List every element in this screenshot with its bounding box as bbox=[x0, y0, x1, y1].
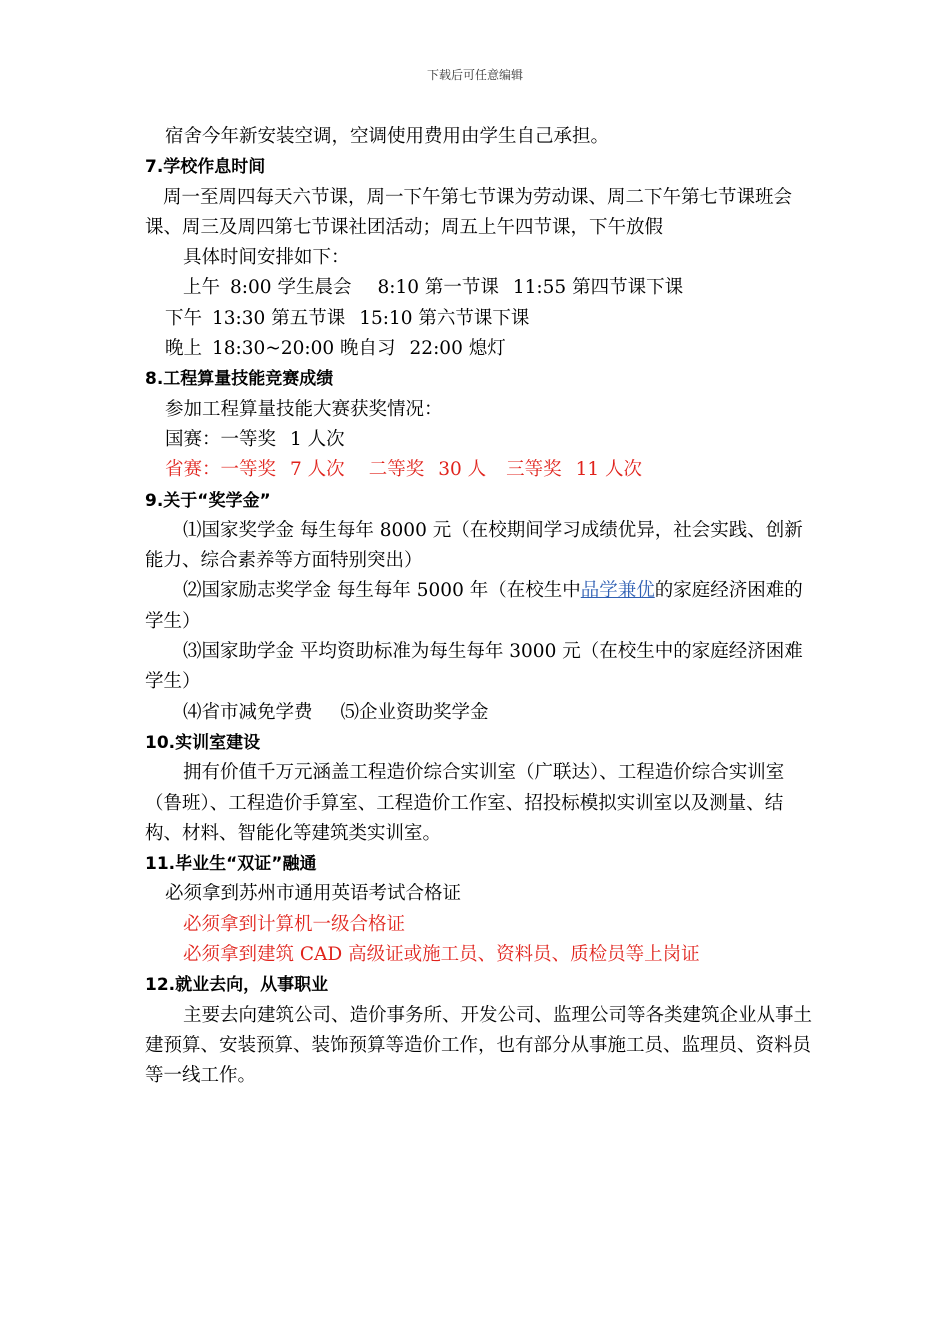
provincial-count-2: 30 人 bbox=[438, 459, 487, 481]
afternoon-item-1: 13:30 第五节课 bbox=[212, 307, 346, 329]
section-10-heading: 10.实训室建设 bbox=[145, 732, 261, 753]
scholarship-item-1: ⑴国家奖学金 每生每年 8000 元（在校期间学习成绩优异，社会实践、创新能力、综合素养等方面特别突出） bbox=[145, 519, 803, 572]
provincial-count-1: 7 人次 bbox=[290, 459, 345, 481]
certificate-computer: 必须拿到计算机一级合格证 bbox=[183, 913, 406, 935]
schedule-afternoon bbox=[145, 304, 815, 334]
scholarship-item-2-tail: 的家庭经济困难的学生） bbox=[145, 580, 803, 632]
section-11-heading: 11.毕业生“双证”融通 bbox=[145, 854, 317, 875]
provincial-label: 省赛： bbox=[165, 459, 221, 481]
national-count: 1 人次 bbox=[290, 428, 345, 450]
national-label: 国赛： bbox=[165, 428, 221, 450]
provincial-prize-2: 二等奖 bbox=[368, 459, 425, 481]
provincial-prize-1: 一等奖 bbox=[220, 459, 277, 481]
scholarship-item-5: ⑸企业资助奖学金 bbox=[340, 701, 489, 723]
training-room-paragraph: 拥有价值千万元涵盖工程造价综合实训室（广联达）、工程造价综合实训室（鲁班）、工程造价手算室、工程造价工作室、招投标模拟实训室以及测量、结构、材料、智能化等建筑类实训室。 bbox=[145, 762, 785, 844]
morning-item-1: 8:00 学生晨会 bbox=[230, 277, 352, 299]
scholarship-item-2 bbox=[145, 576, 815, 637]
scholarship-item-2-link[interactable]: 品学兼优 bbox=[580, 580, 655, 602]
section-8-heading: 8.工程算量技能竞赛成绩 bbox=[145, 369, 334, 390]
national-result bbox=[145, 425, 815, 455]
section-12-heading: 12.就业去向，从事职业 bbox=[145, 975, 329, 996]
schedule-morning bbox=[145, 273, 815, 303]
evening-item-2: 22:00 熄灯 bbox=[409, 338, 506, 360]
section-9-heading: 9.关于“奖学金” bbox=[145, 490, 271, 511]
schedule-intro: 周一至周四每天六节课，周一下午第七节课为劳动课、周二下午第七节课班会课、周三及周四第七节课社团活动；周五上午四节课，下午放假 bbox=[145, 186, 793, 238]
evening-label: 晚上 bbox=[165, 338, 203, 360]
page-header: 下载后可任意编辑 bbox=[426, 68, 523, 82]
morning-item-3: 11:55 第四节课下课 bbox=[512, 277, 684, 299]
certificate-english: 必须拿到苏州市通用英语考试合格证 bbox=[165, 883, 462, 905]
document-body bbox=[145, 122, 815, 1092]
afternoon-label: 下午 bbox=[165, 307, 203, 329]
schedule-detail-label: 具体时间安排如下： bbox=[183, 247, 350, 269]
section-7-heading: 7.学校作息时间 bbox=[145, 157, 266, 178]
aircon-paragraph: 宿舍今年新安装空调，空调使用费用由学生自己承担。 bbox=[165, 126, 610, 147]
employment-paragraph: 主要去向建筑公司、造价事务所、开发公司、监理公司等各类建筑企业从事土建预算、安装预算、装饰预算等造价工作，也有部分从事施工员、监理员、资料员等一线工作。 bbox=[145, 1004, 813, 1087]
afternoon-item-2: 15:10 第六节课下课 bbox=[359, 307, 530, 329]
national-prize: 一等奖 bbox=[220, 428, 277, 450]
competition-intro: 参加工程算量技能大赛获奖情况： bbox=[165, 398, 443, 420]
provincial-result bbox=[145, 455, 815, 485]
certificate-cad: 必须拿到建筑 CAD 高级证或施工员、资料员、质检员等上岗证 bbox=[183, 944, 700, 966]
provincial-prize-3: 三等奖 bbox=[506, 459, 562, 481]
scholarship-item-4: ⑷省市减免学费 bbox=[183, 701, 313, 723]
scholarship-item-2-text: ⑵国家励志奖学金 每生每年 5000 年（在校生中 bbox=[183, 580, 581, 602]
scholarship-item-3: ⑶国家助学金 平均资助标准为每生每年 3000 元（在校生中的家庭经济困难学生） bbox=[145, 641, 803, 693]
schedule-evening bbox=[145, 334, 815, 364]
morning-item-2: 8:10 第一节课 bbox=[377, 277, 499, 299]
provincial-count-3: 11 人次 bbox=[575, 459, 643, 481]
evening-item-1: 18:30~20:00 晚自习 bbox=[212, 338, 396, 360]
morning-label: 上午 bbox=[183, 277, 221, 299]
scholarship-items-4-5 bbox=[145, 698, 815, 728]
